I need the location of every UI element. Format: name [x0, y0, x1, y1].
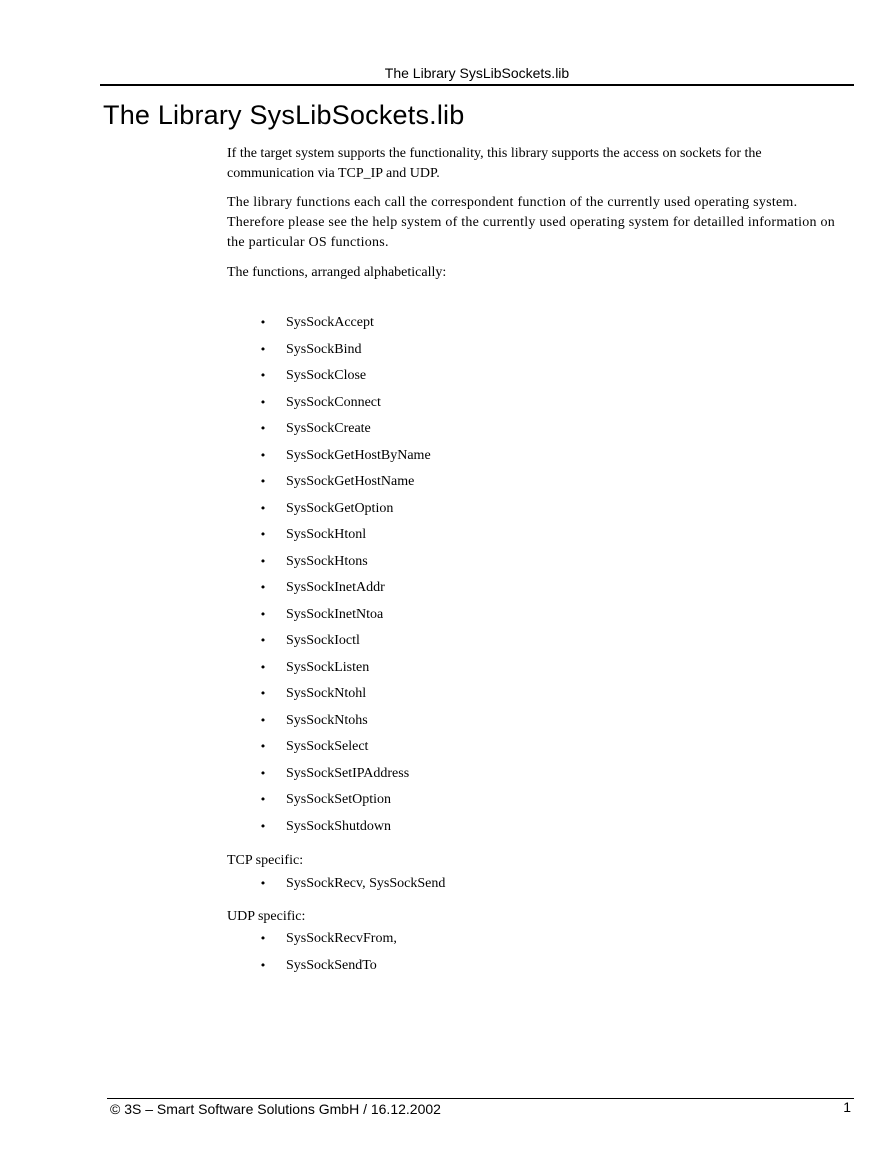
function-name: SysSockShutdown — [286, 818, 392, 834]
footer-divider — [107, 1098, 854, 1099]
function-name: SysSockGetHostByName — [286, 447, 431, 463]
bullet-icon: • — [259, 607, 267, 621]
function-name: SysSockClose — [286, 368, 367, 383]
bullet-icon: • — [259, 342, 267, 356]
bullet-icon: • — [259, 958, 267, 972]
function-name: SysSockRecv, SysSockSend — [286, 876, 446, 891]
function-name: SysSockHtonl — [286, 527, 367, 542]
bullet-icon: • — [259, 369, 267, 382]
bullet-icon: • — [259, 713, 267, 727]
function-name: SysSockHtons — [286, 553, 368, 569]
function-name: SysSockNtohs — [286, 712, 368, 728]
function-name: SysSockInetAddr — [286, 580, 385, 595]
bullet-icon: • — [259, 687, 267, 700]
function-name: SysSockConnect — [286, 394, 381, 410]
bullet-icon: • — [259, 501, 267, 515]
functions-intro-paragraph: The functions, arranged alphabetically: — [227, 265, 447, 280]
footer-copyright: © 3S – Smart Software Solutions GmbH / 16.12.2002 — [110, 1101, 441, 1117]
bullet-icon: • — [259, 819, 267, 833]
function-name: SysSockSetIPAddress — [286, 765, 410, 781]
bullet-icon: • — [259, 793, 267, 806]
bullet-icon: • — [259, 316, 267, 329]
bullet-icon: • — [259, 581, 267, 594]
function-name: SysSockInetNtoa — [286, 606, 384, 622]
function-name: SysSockSetOption — [286, 792, 392, 807]
bullet-icon: • — [259, 932, 267, 945]
bullet-icon: • — [259, 660, 267, 674]
bullet-icon: • — [259, 877, 267, 890]
bullet-icon: • — [259, 528, 267, 541]
function-name: SysSockIoctl — [286, 633, 360, 648]
bullet-icon: • — [259, 475, 267, 488]
bullet-icon: • — [259, 766, 267, 780]
function-name: SysSockAccept — [286, 315, 374, 330]
function-name: SysSockListen — [286, 659, 370, 675]
function-name: SysSockGetHostName — [286, 474, 415, 489]
bullet-icon: • — [259, 554, 267, 568]
function-name: SysSockNtohl — [286, 686, 367, 701]
bullet-icon: • — [259, 634, 267, 647]
function-name: SysSockSelect — [286, 739, 369, 754]
page-title: The Library SysLibSockets.lib — [103, 100, 465, 130]
function-name: SysSockBind — [286, 341, 362, 357]
running-header-title: The Library SysLibSockets.lib — [384, 65, 570, 81]
bullet-icon: • — [259, 422, 267, 435]
bullet-icon: • — [259, 395, 267, 409]
function-name: SysSockSendTo — [286, 957, 377, 973]
tcp-specific-label: TCP specific: — [227, 853, 304, 868]
bullet-icon: • — [259, 448, 267, 462]
function-name: SysSockCreate — [286, 421, 371, 436]
udp-specific-label: UDP specific: — [227, 909, 306, 924]
intro-paragraph: If the target system supports the functionality, this library supports the access on sockets for the communication via TCP_IP and UDP. — [227, 146, 762, 181]
header-divider — [100, 84, 854, 86]
page-number: 1 — [843, 1099, 851, 1115]
function-name: SysSockGetOption — [286, 500, 394, 516]
bullet-icon: • — [259, 740, 267, 753]
os-functions-paragraph: The library functions each call the correspondent function of the currently used operating system. Therefore please see the help system of the currently used operating system for detailled information on the particular OS functions. — [227, 195, 835, 250]
function-name: SysSockRecvFrom, — [286, 931, 397, 946]
